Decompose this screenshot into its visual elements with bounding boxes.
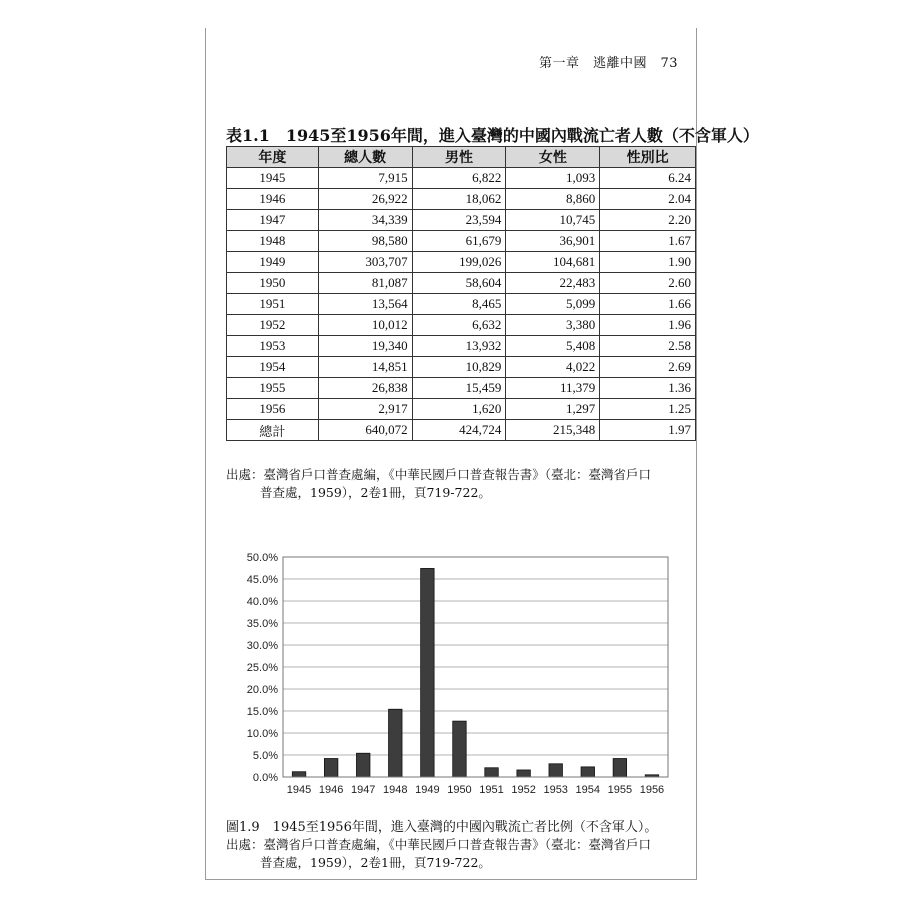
table-row [227, 189, 696, 210]
cell-year: 1950 [227, 273, 319, 294]
cell-sex-ratio: 2.04 [600, 189, 696, 210]
cell-male: 8,465 [412, 294, 506, 315]
y-tick-label: 45.0% [246, 574, 278, 586]
x-tick-label: 1950 [447, 784, 472, 793]
col-header-sex-ratio: 性別比 [600, 147, 696, 168]
cell-total: 26,838 [318, 378, 412, 399]
y-tick-label: 40.0% [246, 596, 278, 608]
cell-female: 1,093 [506, 168, 600, 189]
chart-grid [283, 557, 668, 777]
cell-male: 1,620 [412, 399, 506, 420]
y-tick-label: 25.0% [246, 662, 278, 674]
book-page [205, 28, 759, 880]
cell-year: 1945 [227, 168, 319, 189]
table-row [227, 273, 696, 294]
cell-female: 36,901 [506, 231, 600, 252]
bar-chart [236, 543, 676, 793]
cell-total: 34,339 [318, 210, 412, 231]
cell-male: 6,632 [412, 315, 506, 336]
cell-male: 6,822 [412, 168, 506, 189]
cell-total: 640,072 [318, 420, 412, 441]
x-tick-label: 1946 [318, 784, 344, 793]
source-line: 普查處，1959），2卷1冊，頁719-722。 [260, 485, 491, 500]
table-row [227, 399, 696, 420]
bar-series [292, 568, 658, 777]
cell-male: 10,829 [412, 357, 506, 378]
table-row [227, 210, 696, 231]
cell-sex-ratio: 2.58 [600, 336, 696, 357]
cell-female: 5,099 [506, 294, 600, 315]
cell-male: 61,679 [412, 231, 506, 252]
cell-total: 2,917 [318, 399, 412, 420]
cell-total: 10,012 [318, 315, 412, 336]
table-header-row [227, 147, 696, 168]
x-tick-label: 1948 [383, 784, 408, 793]
cell-total: 19,340 [318, 336, 412, 357]
y-tick-label: 15.0% [246, 706, 278, 718]
x-tick-label: 1955 [607, 784, 633, 793]
cell-year: 1955 [227, 378, 319, 399]
y-axis [247, 552, 278, 784]
col-header-female: 女性 [506, 147, 600, 168]
table-row [227, 231, 696, 252]
cell-year: 1953 [227, 336, 319, 357]
cell-female: 10,745 [506, 210, 600, 231]
figure-source-note [226, 836, 696, 872]
y-tick-label: 10.0% [246, 728, 278, 740]
cell-sex-ratio: 1.66 [600, 294, 696, 315]
bar-1952 [517, 770, 530, 777]
x-tick-label: 1949 [415, 784, 440, 793]
y-tick-label: 0.0% [252, 772, 278, 784]
bar-1948 [389, 709, 402, 777]
y-tick-label: 20.0% [246, 684, 278, 696]
cell-female: 4,022 [506, 357, 600, 378]
x-tick-label: 1954 [575, 784, 601, 793]
table-row [227, 315, 696, 336]
y-tick-label: 30.0% [246, 640, 278, 652]
cell-total: 303,707 [318, 252, 412, 273]
cell-total: 81,087 [318, 273, 412, 294]
cell-year: 1947 [227, 210, 319, 231]
cell-year: 1948 [227, 231, 319, 252]
cell-male: 424,724 [412, 420, 506, 441]
bar-1954 [581, 767, 594, 777]
bar-1949 [421, 568, 434, 777]
x-tick-label: 1945 [286, 784, 312, 793]
bar-1945 [292, 772, 305, 777]
cell-sex-ratio: 2.69 [600, 357, 696, 378]
cell-total: 14,851 [318, 357, 412, 378]
cell-year: 1954 [227, 357, 319, 378]
cell-sex-ratio: 1.25 [600, 399, 696, 420]
table-row [227, 294, 696, 315]
x-tick-label: 1956 [639, 784, 665, 793]
source-line: 出處：臺灣省戶口普查處編，《中華民國戶口普查報告書》（臺北：臺灣省戶口 [226, 837, 652, 852]
cell-female: 22,483 [506, 273, 600, 294]
table-caption: 表1.1 1945至1956年間，進入臺灣的中國內戰流亡者人數（不含軍人） [226, 126, 759, 145]
bar-1950 [453, 721, 466, 777]
cell-sex-ratio: 6.24 [600, 168, 696, 189]
cell-female: 11,379 [506, 378, 600, 399]
cell-year: 總計 [227, 420, 319, 441]
cell-year: 1952 [227, 315, 319, 336]
cell-total: 98,580 [318, 231, 412, 252]
cell-sex-ratio: 1.36 [600, 378, 696, 399]
col-header-total: 總人數 [318, 147, 412, 168]
y-tick-label: 35.0% [246, 618, 278, 630]
table-row [227, 252, 696, 273]
cell-sex-ratio: 1.90 [600, 252, 696, 273]
table-row [227, 357, 696, 378]
col-header-year: 年度 [227, 147, 319, 168]
cell-female: 1,297 [506, 399, 600, 420]
table-row [227, 336, 696, 357]
cell-total: 7,915 [318, 168, 412, 189]
figure-caption: 圖1.9 1945至1956年間，進入臺灣的中國內戰流亡者比例（不含軍人）。 [226, 820, 658, 835]
y-tick-label: 5.0% [252, 750, 278, 762]
cell-total: 26,922 [318, 189, 412, 210]
bar-1946 [324, 759, 337, 777]
table-source-note [226, 466, 696, 502]
y-tick-label: 50.0% [246, 552, 278, 564]
x-tick-label: 1947 [350, 784, 376, 793]
cell-male: 199,026 [412, 252, 506, 273]
table-row [227, 168, 696, 189]
cell-sex-ratio: 1.97 [600, 420, 696, 441]
x-tick-label: 1952 [511, 784, 536, 793]
table-row [227, 378, 696, 399]
x-tick-label: 1953 [543, 784, 568, 793]
cell-male: 18,062 [412, 189, 506, 210]
cell-male: 15,459 [412, 378, 506, 399]
cell-female: 5,408 [506, 336, 600, 357]
cell-male: 23,594 [412, 210, 506, 231]
x-axis [287, 784, 664, 793]
bar-1951 [485, 768, 498, 777]
cell-total: 13,564 [318, 294, 412, 315]
refugee-table [226, 146, 696, 441]
cell-year: 1956 [227, 399, 319, 420]
cell-year: 1949 [227, 252, 319, 273]
cell-sex-ratio: 2.60 [600, 273, 696, 294]
cell-male: 58,604 [412, 273, 506, 294]
source-line: 普查處，1959），2卷1冊，頁719-722。 [260, 855, 491, 870]
cell-year: 1951 [227, 294, 319, 315]
bar-1953 [549, 764, 562, 777]
table-total-row [227, 420, 696, 441]
bar-1955 [613, 759, 626, 777]
cell-female: 8,860 [506, 189, 600, 210]
x-tick-label: 1951 [479, 784, 504, 793]
cell-year: 1946 [227, 189, 319, 210]
cell-sex-ratio: 1.96 [600, 315, 696, 336]
cell-male: 13,932 [412, 336, 506, 357]
bar-1947 [356, 753, 369, 777]
source-line: 出處：臺灣省戶口普查處編，《中華民國戶口普查報告書》（臺北：臺灣省戶口 [226, 467, 652, 482]
cell-sex-ratio: 1.67 [600, 231, 696, 252]
cell-female: 3,380 [506, 315, 600, 336]
running-head: 第一章 逃離中國 73 [538, 56, 678, 71]
cell-female: 104,681 [506, 252, 600, 273]
col-header-male: 男性 [412, 147, 506, 168]
cell-female: 215,348 [506, 420, 600, 441]
cell-sex-ratio: 2.20 [600, 210, 696, 231]
